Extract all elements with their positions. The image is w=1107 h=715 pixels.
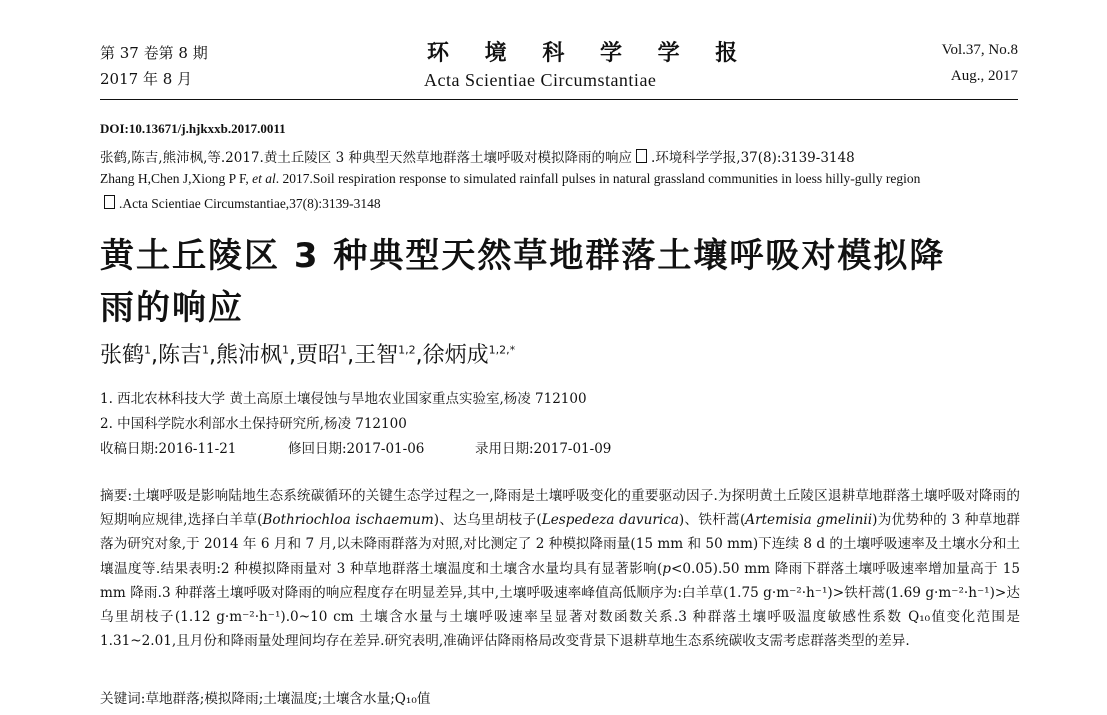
citation-en-line2 [100,195,381,212]
article-title-line2: 雨的响应 [100,288,244,328]
author-affiliation-mark: 1 [282,343,290,357]
author-name: 熊沛枫 [216,343,283,368]
header-rule [100,99,1018,100]
volume-issue-en: Vol.37, No.8 [941,42,1018,58]
author-affiliation-mark: 1,2,* [488,343,516,357]
abstract-text: )为优势种的 3 种草地群落为研究对象,于 2014 年 6 月和 7 月,以未降雨群落为对照,对比测定了 2 种模拟降雨量(15 mm 和 50 mm)下连续 8 d 的土壤呼吸速率及土壤水分和土壤温度等.结果表明:2 种模拟降雨量对 3 种草地群落土壤温度和土壤含水量均具有显著影响( [100,512,1021,577]
author-name: 徐炳成 [422,343,489,368]
p-symbol: p [662,560,671,577]
abstract-text: )、铁杆蒿( [678,512,746,529]
keywords: 关键词:草地群落;模拟降雨;土壤温度;土壤含水量;Q₁₀值 [100,691,431,707]
author-name: 陈吉 [158,343,203,368]
abstract-text: 摘要:土壤呼吸是影响陆地生态系统碳循环的关键生态学过程之一,降雨是土壤呼吸变化的重要驱动因子.为探明黄土丘陵区退耕草地群落土壤呼吸对降雨的短期响应规律,选择白羊草( [100,488,1020,529]
doi[interactable]: DOI:10.13671/j.hjkxxb.2017.0011 [100,121,286,136]
date-en: Aug., 2017 [950,68,1018,84]
author-affiliation-mark: 1 [202,343,210,357]
abstract [100,484,1020,653]
citation-cn-tail: .环境科学学报,37(8):3139-3148 [650,150,855,166]
journal-title-en: Acta Scientiae Circumstantiae [424,70,657,90]
species-name: Bothriochloa ischaemum [262,512,434,529]
volume-issue-cn: 第 37 卷第 8 期 [100,44,208,62]
citation-en-c: . 2017.Soil respiration response to simulated rainfall pulses in natural grassland communities in loess hilly-gully region [275,171,921,186]
citation-en-line1 [100,171,920,187]
author-name: 张鹤 [100,343,145,368]
affiliation-2: 2. 中国科学院水利部水土保持研究所,杨凌 712100 [100,416,407,432]
revised-date: 修回日期:2017-01-06 [288,441,425,457]
citation-cn-main: 张鹤,陈吉,熊沛枫,等.2017.黄土丘陵区 3 种典型天然草地群落土壤呼吸对模拟降雨的响应 [100,150,632,166]
citation-en-a: Zhang H,Chen J,Xiong P F, [100,171,253,186]
author-affiliation-mark: 1 [144,343,152,357]
author-affiliation-mark: 1,2 [398,343,416,357]
species-name: Artemisia gmelinii [745,512,873,529]
document-icon [104,195,115,209]
citation-cn [100,146,855,166]
author-name: 王智 [354,343,399,368]
affiliation-1: 1. 西北农林科技大学 黄土高原土壤侵蚀与旱地农业国家重点实验室,杨凌 712100 [100,391,587,407]
date-cn: 2017 年 8 月 [100,70,193,88]
article-title-line1: 黄土丘陵区 3 种典型天然草地群落土壤呼吸对模拟降 [100,236,946,276]
document-icon [636,149,647,163]
author-list: 张鹤$^1$,陈吉$^1$,熊沛枫$^1$,贾昭$^1$,王智$^{1,2}$,徐炳成$^{1,2,*}$ [100,343,516,368]
journal-title-cn: 环 境 科 学 学 报 [427,41,752,66]
abstract-text: )、达乌里胡枝子( [433,512,542,529]
citation-en-etal: et al [252,171,276,186]
citation-en-tail: .Acta Scientiae Circumstantiae,37(8):3139-3148 [119,196,381,211]
abstract-text: <0.05).50 mm 降雨下群落土壤呼吸速率增加量高于 15 mm 降雨.3 种群落土壤呼吸对降雨的响应程度存在明显差异,其中,土壤呼吸速率峰值高低顺序为:白羊草(1.75 g·m⁻²·h⁻¹)>铁杆蒿(1.69 g·m⁻²·h⁻¹)>达乌里胡枝子(1.12 g·m⁻²·h⁻¹).0~10 cm 土壤含水量与土壤呼吸速率呈显著对数函数关系.3 种群落土壤呼吸温度敏感性系数 Q₁₀值变化范围是 1.31~2.01,且月份和降雨量处理间均存在差异.研究表明,准确评估降雨格局改变背景下退耕草地生态系统碳收支需考虑群落类型的差异. [100,560,1021,650]
received-date: 收稿日期:2016-11-21 [100,441,237,457]
species-name: Lespedeza davurica [541,512,679,529]
author-affiliation-mark: 1 [340,343,348,357]
author-name: 贾昭 [296,343,341,368]
accepted-date: 录用日期:2017-01-09 [475,441,612,457]
